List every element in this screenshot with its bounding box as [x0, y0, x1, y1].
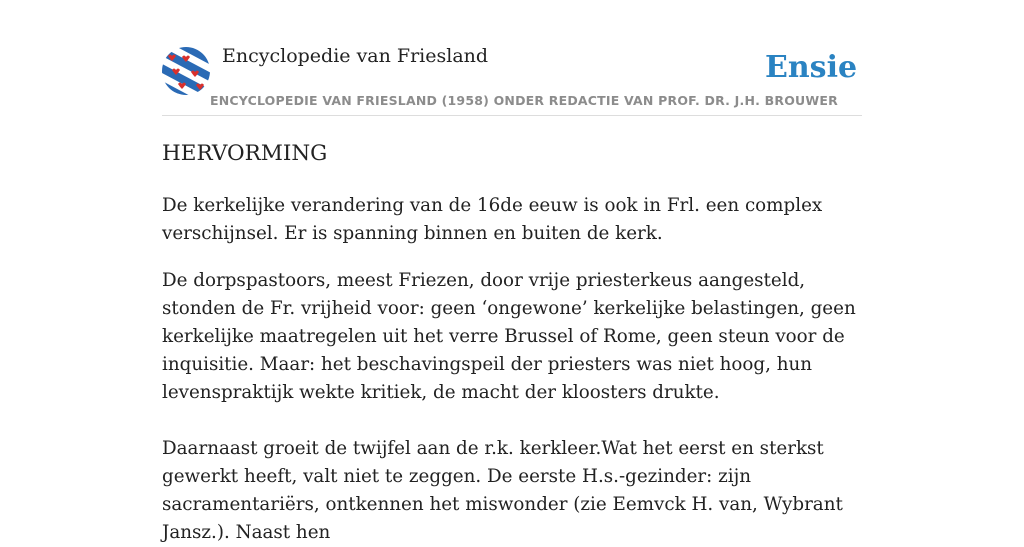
article-paragraph-2: De dorpspastoors, meest Friezen, door vrije priesterkeus aangesteld, stonden de Fr. vrijheid voor: geen ‘ongewone’ kerkelijke belastingen, geen kerkelijke maatregelen uit het verre Brussel of Rome, geen steun voor de inquisitie. Maar: het beschavingspeil der priesters was niet hoog, hun levenspraktijk wekte kritiek, de macht der kloosters drukte.: [162, 270, 856, 403]
encyclopedia-title-link[interactable]: Encyclopedie van Friesland: [222, 45, 489, 67]
ensie-brand-logo[interactable]: Ensie: [765, 50, 858, 85]
frisian-flag-icon: [162, 47, 210, 95]
header-divider: [162, 115, 862, 116]
article-title: HERVORMING: [162, 141, 328, 166]
encyclopedia-subtitle: ENCYCLOPEDIE VAN FRIESLAND (1958) ONDER REDACTIE VAN PROF. DR. J.H. BROUWER: [210, 93, 838, 108]
frisian-flag-logo[interactable]: [162, 47, 210, 95]
article-paragraph-1: De kerkelijke verandering van de 16de eeuw is ook in Frl. een complex verschijnsel. Er is spanning binnen en buiten de kerk.: [162, 195, 823, 244]
article-paragraph-3: Daarnaast groeit de twijfel aan de r.k. kerkleer.Wat het eerst en sterkst gewerkt heeft, valt niet te zeggen. De eerste H.s.-gezinder: zijn sacramentariërs, ontkennen het miswonder (zie Eemvck H. van, Wybrant Jansz.). Naast hen: [162, 438, 843, 543]
